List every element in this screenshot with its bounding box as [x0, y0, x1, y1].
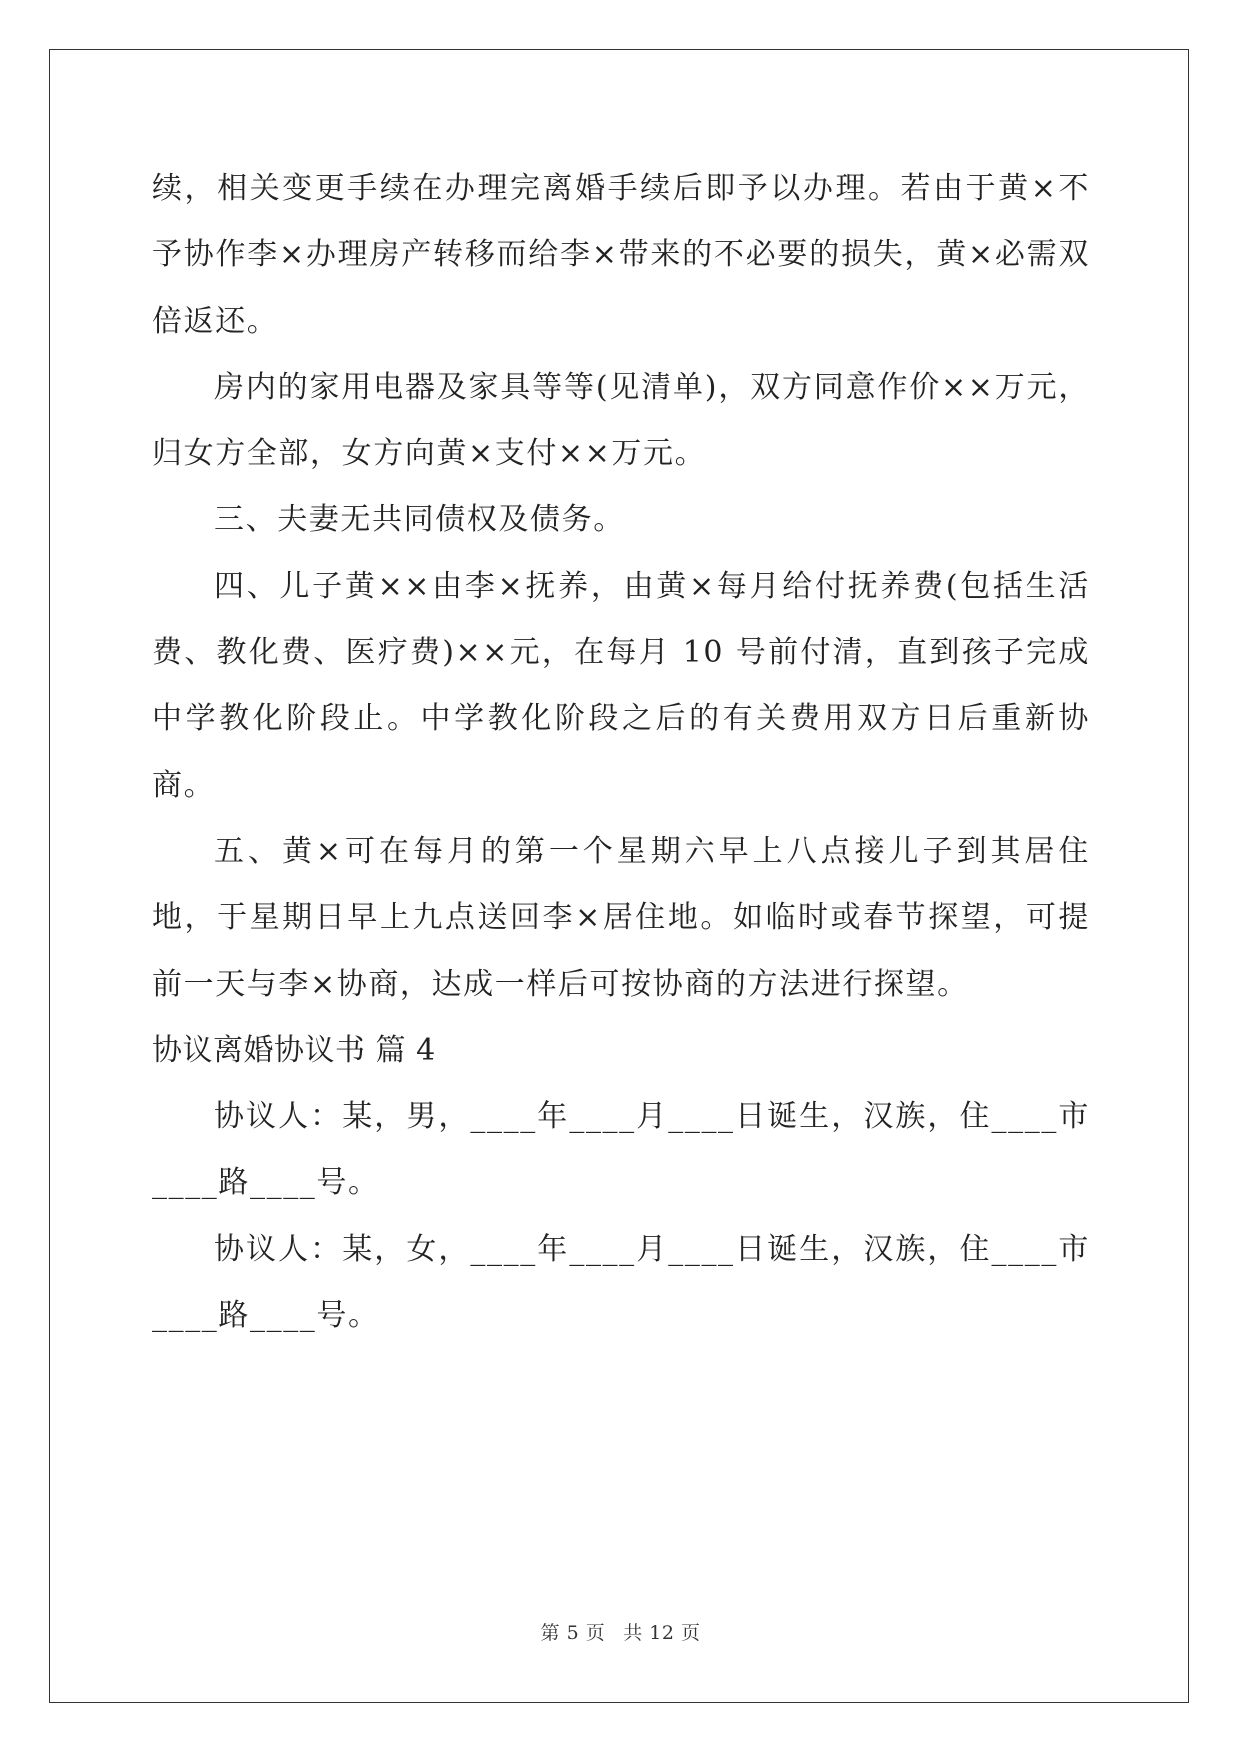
- paragraph-debts: 三、夫妻无共同债权及债务。: [214, 502, 625, 538]
- document-body: [152, 156, 1090, 1349]
- section-heading: 协议离婚协议书 篇 4: [152, 1032, 436, 1068]
- paragraph-appliances: 房内的家用电器及家具等等(见清单)，双方同意作价××万元，归女方全部，女方向黄×支付××万元。: [152, 369, 1090, 472]
- page-total: 共 12 页: [623, 1622, 701, 1644]
- page-footer: [0, 1618, 1241, 1645]
- paragraph-visitation: 五、黄×可在每月的第一个星期六早上八点接儿子到其居住地，于星期日早上九点送回李×居住地。如临时或春节探望，可提前一天与李×协商，达成一样后可按协商的方法进行探望。: [152, 833, 1090, 1002]
- page-number: 第 5 页: [540, 1622, 606, 1644]
- paragraph-child-support: 四、儿子黄××由李×抚养，由黄×每月给付抚养费(包括生活费、教化费、医疗费)××元，在每月 10 号前付清，直到孩子完成中学教化阶段止。中学教化阶段之后的有关费用双方日后重新协商。: [152, 568, 1090, 803]
- paragraph-property-transfer: 续，相关变更手续在办理完离婚手续后即予以办理。若由于黄×不予协作李×办理房产转移而给李×带来的不必要的损失，黄×必需双倍返还。: [152, 171, 1090, 339]
- party-female: 协议人：某，女，____年____月____日诞生，汉族，住____市____路____号。: [152, 1231, 1090, 1334]
- party-male: 协议人：某，男，____年____月____日诞生，汉族，住____市____路____号。: [152, 1099, 1090, 1201]
